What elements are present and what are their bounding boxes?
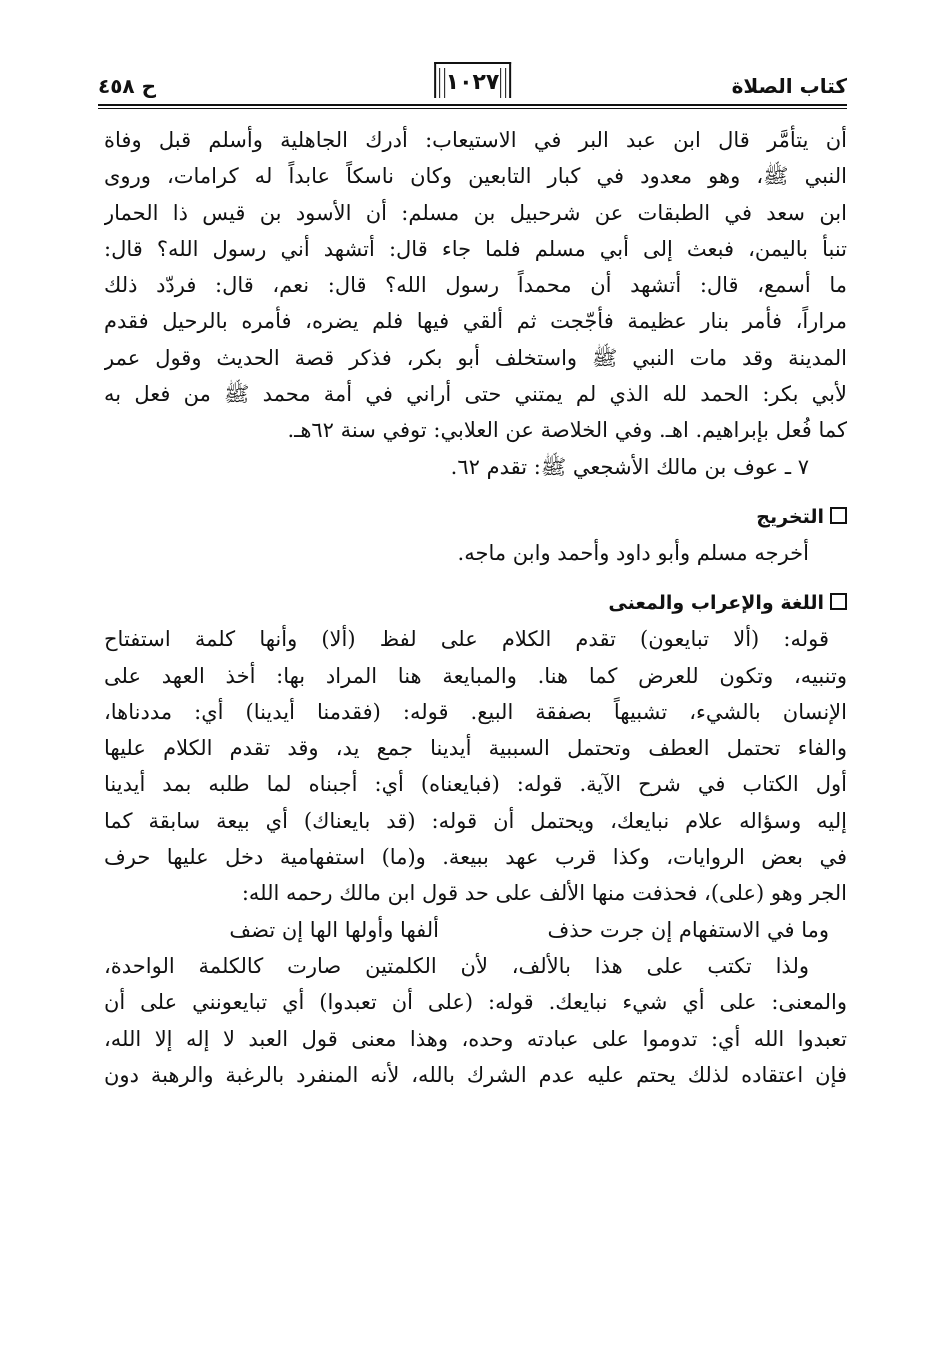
poetry-verse [104, 912, 847, 948]
section-heading-takhrij: التخريج [104, 499, 847, 535]
text-line: ابن سعد في الطبقات عن شرحبيل بن مسلم: أن الأسود بن قيس ذا الحمار [104, 200, 847, 225]
text-line: والمعنى: على أي شيء نبايعك. قوله: (على أن تعبدوا) أي تبايعونني على أن [104, 990, 847, 1015]
text-line: كما فُعل بإبراهيم. اهـ. وفي الخلاصة عن العلابي: توفي سنة ٦٢هـ. [287, 418, 847, 443]
square-bullet-icon [830, 593, 847, 610]
page-content [104, 122, 847, 1093]
page-number: ١٠٢٧ [434, 62, 512, 98]
text-line: الإنسان بالشيء، تشبيهاً بصفقة البيع. قوله: (فقدمنا أيدينا) أي: مددناها، [104, 699, 847, 724]
text-line: والفاء تحتمل العطف وتحتمل السببية أيدينا جمع يد، وقد تقدم الكلام عليها [104, 736, 847, 761]
text-line: أن يتأمَّر قال ابن عبد البر في الاستيعاب: أدرك الجاهلية وأسلم قبل وفاة [104, 128, 847, 152]
text-line: النبي ﷺ، وهو معدود في كبار التابعين وكان ناسكاً عابداً له كرامات، وروى [104, 164, 847, 189]
narrator-item-7: ٧ ـ عوف بن مالك الأشجعي ﷺ: تقدم ٦٢. [450, 454, 809, 479]
text-line: أول الكتاب في شرح الآية. قوله: (فبايعناه) أي: أجبناه لما طلبه بمد أيدينا [104, 772, 847, 797]
text-line: لأبي بكر: الحمد لله الذي لم يمتني حتى أراني في أمة محمد ﷺ من فعل به [104, 382, 847, 407]
header-rule-thin [98, 108, 847, 109]
square-bullet-icon [830, 507, 847, 524]
text-line: في بعض الروايات، وكذا قرب عهد ببيعة. و(ما) استفهامية دخل عليها حرف [104, 845, 847, 870]
text-line: إليه وسؤاله علام نبايعك، ويحتمل أن قوله: (قد بايعناك) أي بيعة سابقة كما [104, 808, 847, 833]
verse-first-hemistich: وما في الاستفهام إن جرت حذف [547, 917, 829, 942]
text-line: تنبأ باليمن، فبعث إلى أبي مسلم فلما جاء قال: أتشهد أني رسول الله؟ قال: [104, 236, 847, 261]
text-line: الجر وهو (على)، فحذفت منها الألف على حد قول ابن مالك رحمه الله: [241, 881, 847, 906]
text-line: وتنبيه، وتكون للعرض كما هنا. والمبايعة هنا المراد بها: أخذ العهد على [104, 663, 847, 688]
text-line: تعبدوا الله أي: تدوموا على عبادته وحده، وهذا معنى قول العبد لا إله إلا الله، [104, 1026, 847, 1051]
section-heading-lugha: اللغة والإعراب والمعنى [104, 585, 847, 621]
biography-paragraph [104, 122, 847, 485]
text-line: مراراً، فأمر بنار عظيمة فأجّجت ثم ألقي فيها فلم يضره، فأمره بالرحيل فقدم [104, 309, 847, 334]
page-header [98, 62, 847, 104]
text-line: ما أسمع، قال: أتشهد أن محمداً رسول الله؟ قال: نعم، قال: فردّد ذلك [104, 273, 847, 298]
text-line: قوله: (ألا تبايعون) تقدم الكلام على لفظ (ألا) وأنها كلمة استفتاح [104, 627, 829, 652]
verse-second-hemistich: ألفها وأولها الها إن تضف [229, 917, 439, 942]
takhrij-section [104, 499, 847, 571]
takhrij-text: أخرجه مسلم وأبو داود وأحمد وابن ماجه. [457, 540, 809, 565]
text-line: المدينة وقد مات النبي ﷺ واستخلف أبو بكر، فذكر قصة الحديث وقول عمر [104, 345, 847, 370]
hadith-reference: ح ٤٥٨ [98, 74, 157, 98]
book-title: كتاب الصلاة [731, 74, 847, 98]
lugha-section [104, 585, 847, 1093]
header-rule [98, 104, 847, 106]
text-line: فإن اعتقاده لذلك يحتم عليه عدم الشرك بالله، لأنه المنفرد بالرغبة والرهبة دون [104, 1062, 847, 1087]
text-line: ولذا تكتب على هذا بالألف، لأن الكلمتين صارت كالكلمة الواحدة، [104, 953, 809, 978]
